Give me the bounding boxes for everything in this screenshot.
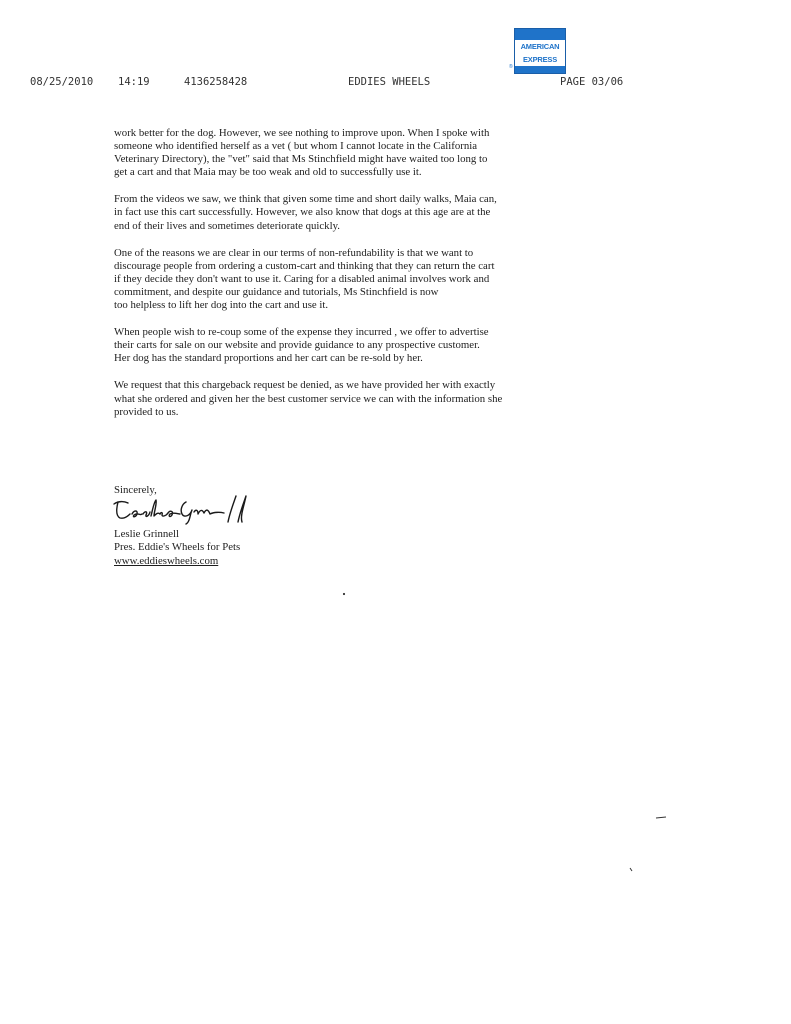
letter-paragraph	[114, 326, 564, 365]
letter-line: One of the reasons we are clear in our terms of non-refundability is that we want to	[114, 246, 474, 259]
logo-line-1: AMERICAN	[515, 40, 565, 53]
letter-line: We request that this chargeback request be denied, as we have provided her with exactly	[114, 379, 496, 392]
signer-title: Pres. Eddie's Wheels for Pets	[114, 541, 241, 554]
letter-paragraph	[114, 193, 564, 232]
letter-line: When people wish to re-coup some of the expense they incurred , we offer to advertise	[114, 326, 489, 339]
signer-block	[114, 528, 240, 568]
logo-line-2: EXPRESS	[515, 53, 565, 66]
website-link[interactable]: www.eddieswheels.com	[114, 554, 219, 567]
handwritten-signature	[112, 492, 272, 528]
closing-text: Sincerely,	[114, 484, 157, 496]
letter-line: discourage people from ordering a custom-cart and thinking that they can return the cart	[114, 259, 495, 272]
letter-line: in fact use this cart successfully. However, we also know that dogs at this age are at the	[114, 206, 491, 219]
fax-date: 08/25/2010	[30, 76, 94, 88]
letter-line: what she ordered and given her the best customer service we can with the information she	[114, 392, 503, 405]
letter-line: their carts for sale on our website and provide guidance to any prospective customer.	[114, 339, 480, 352]
fax-page: PAGE 03/06	[560, 76, 624, 88]
letter-body	[114, 127, 564, 433]
fax-number: 4136258428	[184, 76, 248, 88]
fax-time: 14:19	[118, 76, 150, 88]
letter-paragraph	[114, 247, 564, 312]
letter-line: someone who identified herself as a vet ( but whom I cannot locate in the California	[114, 140, 478, 153]
letter-line: work better for the dog. However, we see nothing to improve upon. When I spoke with	[114, 127, 490, 139]
letter-line: provided to us.	[114, 405, 179, 418]
letter-line: if they decide they don't want to use it. Caring for a disabled animal involves work and	[114, 272, 490, 285]
letter-line: too helpless to lift her dog into the cart and use it.	[114, 299, 329, 312]
letter-paragraph	[114, 127, 564, 179]
letter-line: end of their lives and sometimes deteriorate quickly.	[114, 219, 340, 232]
letter-line: commitment, and despite our guidance and tutorials, Ms Stinchfield is now	[114, 285, 439, 298]
fax-sender: EDDIES WHEELS	[348, 76, 431, 88]
amex-logo	[514, 28, 566, 74]
letter-line: From the videos we saw, we think that given some time and short daily walks, Maia can,	[114, 193, 497, 206]
letter-line: get a cart and that Maia may be too weak and old to successfully use it.	[114, 166, 422, 179]
letter-line: Veterinary Directory), the "vet" said that Ms Stinchfield might have waited too long to	[114, 153, 488, 166]
letter-paragraph	[114, 379, 564, 418]
letter-line: Her dog has the standard proportions and her cart can be re-sold by her.	[114, 352, 423, 365]
registered-mark: ®	[509, 64, 513, 70]
signer-name: Leslie Grinnell	[114, 528, 180, 540]
fax-header	[30, 76, 750, 92]
